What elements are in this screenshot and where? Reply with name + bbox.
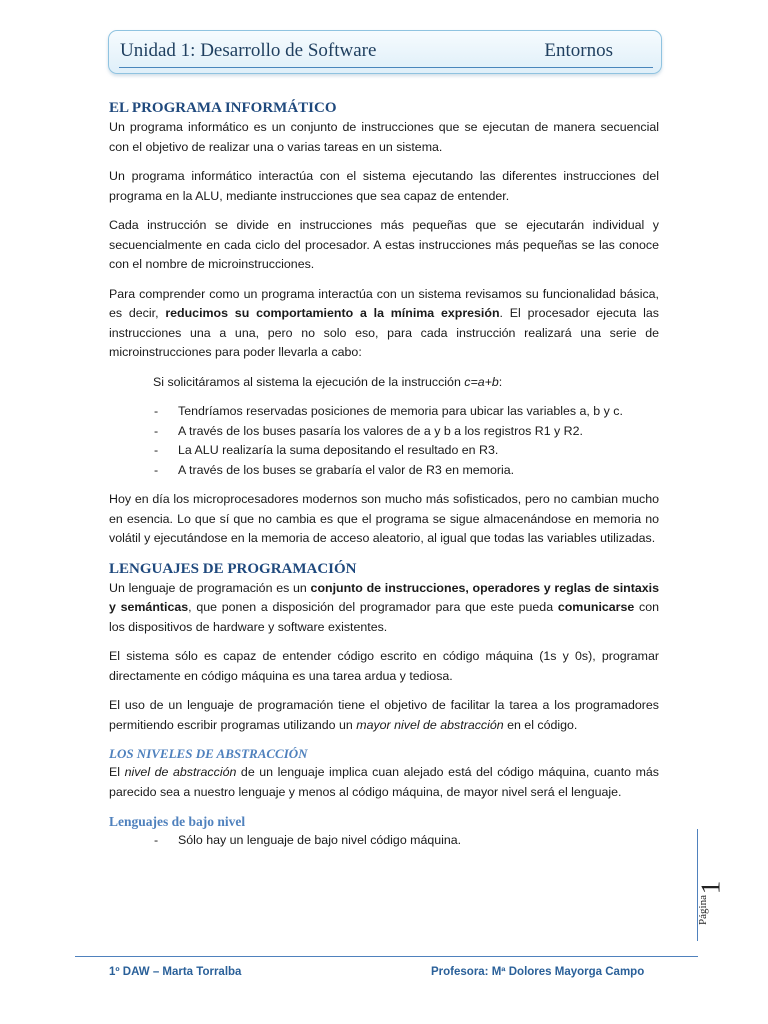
paragraph: Hoy en día los microprocesadores modernos son mucho más sofisticados, pero no cambian mucho en esencia. Lo que sí que no cambia es que el programa se sigue almacenándose en memoria no volátil y ejecutándose en la memoria de acceso aleatorio, al igual que todas las variables utilizadas.	[109, 492, 659, 545]
paragraph: Un programa informático es un conjunto de instrucciones que se ejecutan de manera secuencial con el objetivo de realizar una o varias tareas en un sistema.	[109, 120, 659, 154]
paragraph: El nivel de abstracción de un lenguaje implica cuan alejado está del código máquina, cuanto más parecido sea a nuestro lenguaje y menos al código máquina, de mayor nivel será el lenguaje.	[109, 765, 659, 799]
footer-course: 1º DAW – Marta Torralba	[109, 966, 242, 978]
list-item: - A través de los buses pasaría los valores de a y b a los registros R1 y R2.	[154, 423, 583, 438]
list-item: - Tendríamos reservadas posiciones de memoria para ubicar las variables a, b y c.	[154, 404, 623, 418]
subsection-heading-niveles: LOS NIVELES DE ABSTRACCIÓN	[109, 746, 308, 761]
italic-text: mayor nivel de abstracción	[356, 717, 504, 732]
header-subject: Entornos	[544, 40, 613, 61]
paragraph: Para comprender como un programa interactúa con un sistema revisamos su funcionalidad básica, es decir, reducimos su comportamiento a la mínima expresión. El procesador ejecuta las instrucciones una a una, pero no solo eso, para cada instrucción realizará una serie de microinstrucciones para poder llevarla a cabo:	[109, 286, 659, 359]
page-number-block	[696, 880, 726, 940]
header-rule	[119, 67, 653, 68]
paragraph: Un programa informático interactúa con el sistema ejecutando las diferentes instrucciones del programa en la ALU, mediante instrucciones que sea capaz de entender.	[109, 169, 659, 203]
document-body	[109, 98, 659, 861]
header-unit-title: Unidad 1: Desarrollo de Software	[120, 40, 377, 61]
list-item: - A través de los buses se grabaría el valor de R3 en memoria.	[154, 462, 515, 477]
subsection-heading-bajo-nivel: Lenguajes de bajo nivel	[109, 814, 246, 829]
paragraph: El sistema sólo es capaz de entender código escrito en código máquina (1s y 0s), programar directamente en código máquina es una tarea ardua y tediosa.	[109, 649, 659, 683]
list-item: - La ALU realizaría la suma depositando el resultado en R3.	[154, 443, 499, 457]
italic-text: nivel de abstracción	[124, 765, 237, 779]
page-label: Página	[697, 895, 709, 925]
low-level-list	[109, 831, 659, 851]
paragraph: Cada instrucción se divide en instrucciones más pequeñas que se ejecutarán individual y secuencialmente en cada ciclo del procesador. A estas instrucciones más pequeñas se las conoce con el nombre de microinstrucciones.	[109, 218, 659, 271]
paragraph: El uso de un lenguaje de programación tiene el objetivo de facilitar la tarea a los programadores permitiendo escribir programas utilizando un mayor nivel de abstracción en el código.	[109, 698, 659, 732]
code-expression: c=a+b	[464, 374, 499, 389]
section-heading-programa: EL PROGRAMA INFORMÁTICO	[109, 100, 337, 116]
bold-text: conjunto de instrucciones, operadores y reglas de sintaxis y semánticas	[109, 580, 659, 614]
page-number: 1	[695, 880, 726, 895]
steps-list	[109, 402, 659, 480]
paragraph: Un lenguaje de programación es un conjunto de instrucciones, operadores y reglas de sintaxis y semánticas, que ponen a disposición del programador para que este pueda comunicarse con los dispositivos de hardware y software existentes.	[109, 580, 660, 634]
footer-teacher: Profesora: Mª Dolores Mayorga Campo	[431, 966, 645, 978]
bold-text: comunicarse	[557, 600, 635, 614]
example-line: Si solicitáramos al sistema la ejecución de la instrucción c=a+b:	[153, 374, 503, 389]
page-header	[108, 30, 662, 74]
section-heading-lenguajes: LENGUAJES DE PROGRAMACIÓN	[109, 560, 357, 577]
list-item: - Sólo hay un lenguaje de bajo nivel código máquina.	[154, 833, 462, 847]
footer-rule	[75, 956, 698, 957]
bold-text: reducimos su comportamiento a la mínima expresión	[165, 306, 500, 320]
